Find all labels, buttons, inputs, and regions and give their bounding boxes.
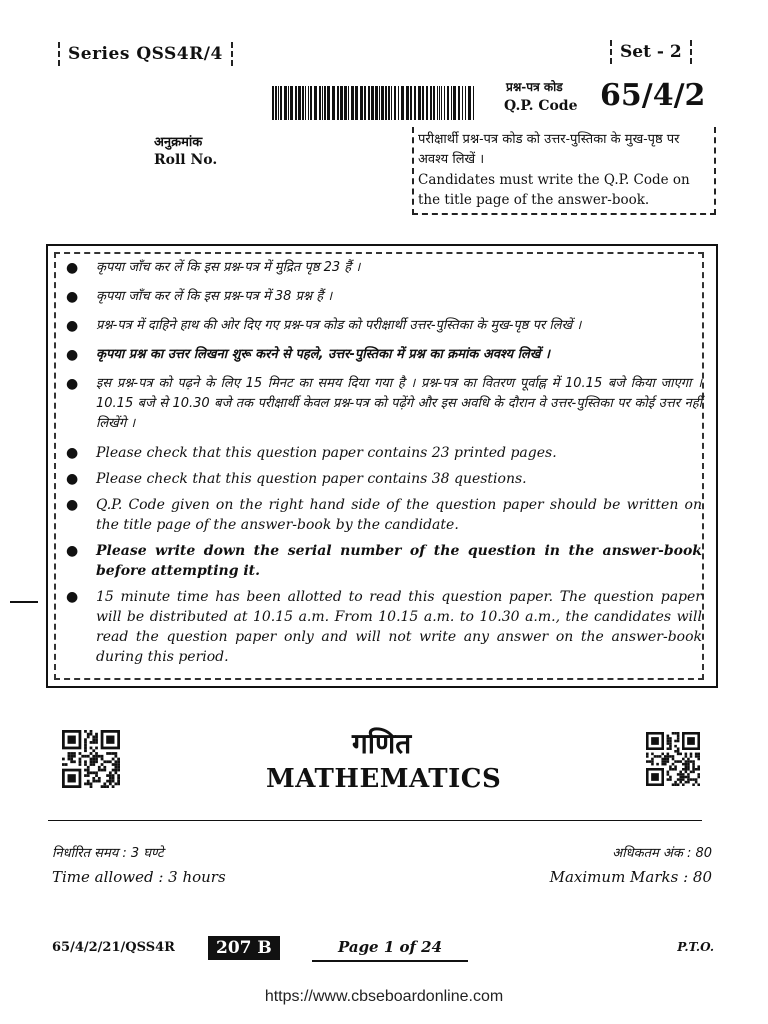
- roll-label-hindi: अनुक्रमांक: [154, 135, 203, 150]
- roll-label: Roll No.: [154, 152, 218, 168]
- instruction-text: Please check that this question paper contains 38 questions.: [96, 471, 527, 487]
- instruction-item: [62, 374, 702, 434]
- bullet-icon: ●: [66, 471, 79, 487]
- divider: [48, 820, 702, 821]
- instruction-text: कृपया जाँच कर लें कि इस प्रश्न-पत्र में 38 प्रश्न हैं ।: [96, 289, 333, 304]
- set-label: Set - 2: [610, 40, 692, 64]
- time-allowed: Time allowed : 3 hours: [52, 868, 226, 886]
- time-allowed-hindi: निर्धारित समय : 3 घण्टे: [52, 846, 164, 861]
- instruction-item: [62, 287, 702, 307]
- barcode: [272, 86, 478, 120]
- subject-title: MATHEMATICS: [266, 764, 502, 794]
- instructions-list: [62, 258, 702, 673]
- candidate-note-box: [412, 127, 716, 215]
- pto-label: P.T.O.: [677, 940, 714, 954]
- instruction-item: [62, 443, 702, 463]
- instruction-text: कृपया प्रश्न का उत्तर लिखना शुरू करने से पहले, उत्तर-पुस्तिका में प्रश्न का क्रमांक अवश्य लिखें ।: [96, 347, 550, 362]
- instruction-item: [62, 541, 702, 581]
- subject-title-hindi: गणित: [352, 727, 412, 760]
- bullet-icon: ●: [66, 289, 79, 305]
- qr-code-right: [646, 730, 700, 788]
- bullet-icon: ●: [66, 589, 79, 605]
- instruction-text: Please check that this question paper contains 23 printed pages.: [96, 445, 557, 461]
- qp-code-label-hindi: प्रश्न-पत्र कोड: [506, 80, 563, 94]
- maximum-marks: Maximum Marks : 80: [549, 868, 712, 886]
- candidate-note-hindi: परीक्षार्थी प्रश्न-पत्र कोड को उत्तर-पुस्तिका के मुख-पृष्ठ पर अवश्य लिखें ।: [418, 132, 680, 167]
- series-badge: 207 B: [208, 936, 280, 960]
- instruction-item: [62, 345, 702, 365]
- instruction-item: [62, 469, 702, 489]
- bullet-icon: ●: [66, 347, 79, 363]
- bullet-icon: ●: [66, 445, 79, 461]
- instruction-text: 15 minute time has been allotted to read this question paper. The question paper will be distributed at 10.15 a.m. From 10.15 a.m. to 10.30 a.m., the candidates will read the question paper only and will not write any answer on the answer-book during this period.: [96, 589, 702, 665]
- instruction-text: इस प्रश्न-पत्र को पढ़ने के लिए 15 मिनट का समय दिया गया है । प्रश्न-पत्र का वितरण पूर्वाह्न में 10.15 बजे किया जाएगा । 10.15 बजे से 10.30 बजे तक परीक्षार्थी केवल प्रश्न-पत्र को पढ़ेंगे और इस अवधि के दौरान वे उत्तर-पुस्तिका पर कोई उत्तर नहीं लिखेंगे ।: [96, 376, 702, 431]
- instruction-text: प्रश्न-पत्र में दाहिने हाथ की ओर दिए गए प्रश्न-पत्र कोड को परीक्षार्थी उत्तर-पुस्तिका के मुख-पृष्ठ पर लिखें ।: [96, 318, 582, 333]
- instruction-text: कृपया जाँच कर लें कि इस प्रश्न-पत्र में मुद्रित पृष्ठ 23 हैं ।: [96, 260, 361, 275]
- candidate-note: Candidates must write the Q.P. Code on the title page of the answer-book.: [418, 172, 690, 208]
- bullet-icon: ●: [66, 543, 79, 559]
- qp-code-label: Q.P. Code: [504, 98, 578, 114]
- instruction-text: Q.P. Code given on the right hand side of the question paper should be written on the title page of the answer-book by the candidate.: [96, 497, 702, 533]
- qr-code-left: [62, 730, 120, 788]
- page-number: Page 1 of 24: [312, 938, 468, 962]
- bullet-icon: ●: [66, 376, 79, 392]
- bullet-icon: ●: [66, 260, 79, 276]
- bullet-icon: ●: [66, 318, 79, 334]
- instruction-item: [62, 587, 702, 667]
- paper-code-footer: 65/4/2/21/QSS4R: [52, 940, 175, 955]
- qp-code-value: 65/4/2: [600, 78, 706, 113]
- instruction-item: [62, 316, 702, 336]
- bullet-icon: ●: [66, 497, 79, 513]
- watermark-url: https://www.cbseboardonline.com: [264, 988, 504, 1005]
- maximum-marks-hindi: अधिकतम अंक : 80: [612, 846, 712, 861]
- series-label: Series QSS4R/4: [58, 42, 233, 66]
- instruction-item: [62, 258, 702, 278]
- margin-mark: [10, 601, 38, 603]
- instruction-text: Please write down the serial number of the question in the answer-book before attempting it.: [96, 543, 702, 579]
- instruction-item: [62, 495, 702, 535]
